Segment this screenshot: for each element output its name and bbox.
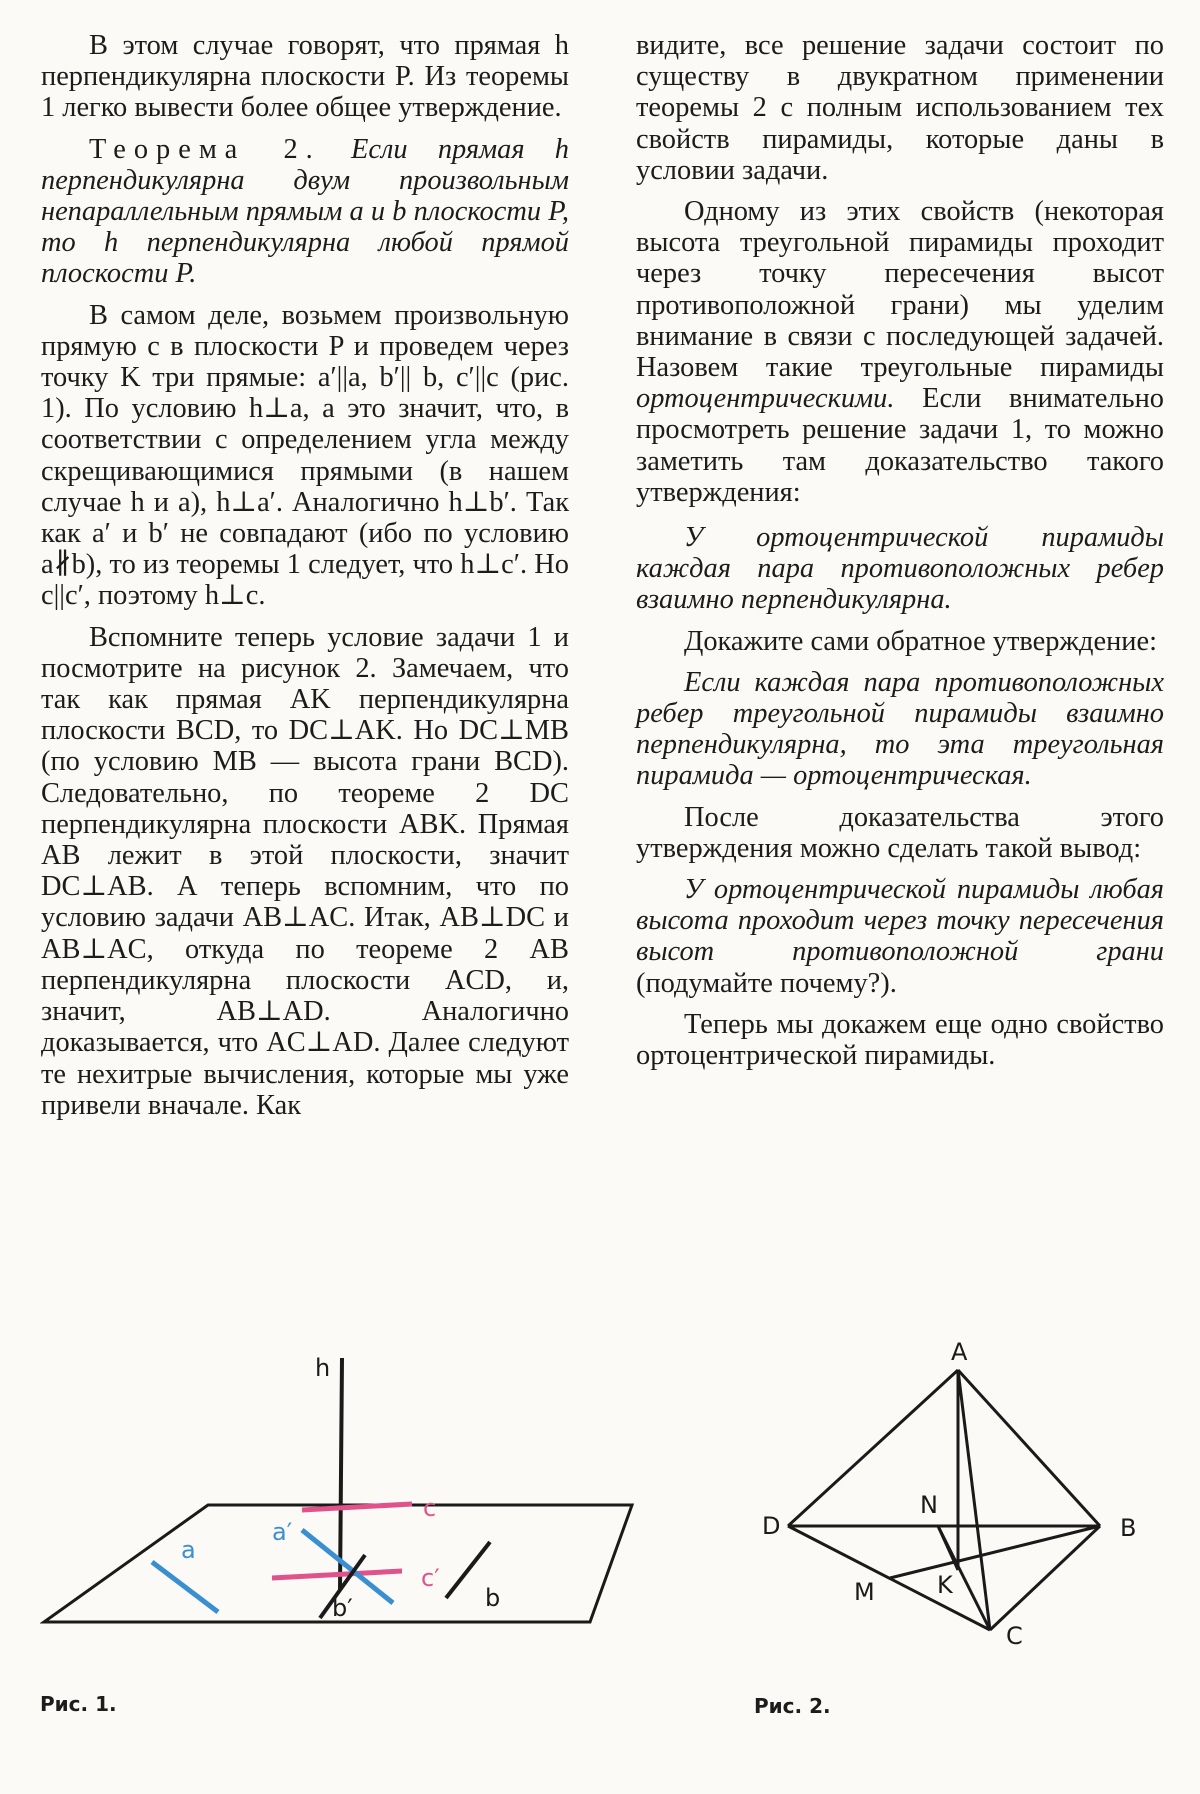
line-a bbox=[152, 1562, 218, 1612]
right-paragraph-3: Докажите сами обратное утверждение: bbox=[684, 625, 1157, 657]
edge-ac bbox=[958, 1370, 990, 1630]
label-a-prime: a′ bbox=[272, 1518, 293, 1546]
label-b: b bbox=[485, 1584, 501, 1612]
label-c-prime: c′ bbox=[421, 1564, 440, 1592]
label-B: B bbox=[1120, 1514, 1137, 1542]
left-paragraph-1: В этом случае говорят, что прямая h перпендикулярна плоскости P. Из теоремы 1 легко вывести более общее утверждение. bbox=[41, 30, 569, 124]
term-orthocentric: ортоцентрическими. bbox=[636, 383, 895, 415]
label-c: c bbox=[423, 1494, 437, 1522]
label-b-prime: b′ bbox=[332, 1594, 353, 1622]
theorem-text: Если прямая h перпендикулярна двум произвольным непараллельным прямым a и b плоскости P, то h перпендикулярна любой прямой плоскости P. bbox=[41, 133, 569, 290]
label-A: A bbox=[951, 1338, 968, 1366]
label-M: M bbox=[854, 1578, 875, 1606]
label-h: h bbox=[315, 1354, 331, 1382]
right-paragraph-1: видите, все решение задачи состоит по существу в двукратном применении теоремы 2 с полным использованием тех свойств пирамиды, которые даны в условии задачи. bbox=[636, 30, 1164, 186]
edge-ab bbox=[958, 1370, 1100, 1526]
label-K: K bbox=[937, 1571, 953, 1599]
right-paragraph-5: Теперь мы докажем еще одно свойство ортоцентрической пирамиды. bbox=[636, 1008, 1164, 1072]
label-a: a bbox=[181, 1536, 196, 1564]
statement-3-tail: (подумайте почему?). bbox=[636, 967, 897, 999]
figure-1-caption: Рис. 1. bbox=[40, 1692, 117, 1716]
statement-1: У ортоцентрической пирамиды каждая пара противоположных ребер взаимно перпендикулярна. bbox=[636, 522, 1164, 616]
statement-3 bbox=[636, 874, 1164, 999]
label-D: D bbox=[762, 1512, 781, 1540]
line-c-prime bbox=[272, 1571, 402, 1578]
theorem-2 bbox=[41, 134, 569, 290]
right-paragraph-4: После доказательства этого утверждения можно сделать такой вывод: bbox=[636, 801, 1164, 864]
line-b bbox=[446, 1542, 490, 1598]
theorem-label: Теорема 2. bbox=[89, 133, 321, 165]
figure-2 bbox=[750, 1330, 1150, 1650]
right-column bbox=[636, 30, 1164, 1081]
line-a-prime bbox=[302, 1530, 393, 1603]
left-paragraph-2: В самом деле, возьмем произвольную прямую c в плоскости P и проведем через точку K три прямые: a′||a, b′|| b, c′||c (рис. 1). По условию h⊥a, а это значит, что, в соответствии с определением угла между скрещивающимися прямыми (в нашем случае h и a), h⊥a′. Аналогично h⊥b′. Так как a′ и b′ не совпадают (ибо по условию a∦b), то из теоремы 1 следует, что h⊥c′. Но c||c′, поэтому h⊥c. bbox=[41, 299, 569, 612]
left-paragraph-3: Вспомните теперь условие задачи 1 и посмотрите на рисунок 2. Замечаем, что так как прямая AK перпендикулярна плоскости BCD, то DC⊥AK. Но DC⊥MB (по условию MB — высота грани BCD). Следовательно, по теореме 2 DC перпендикулярна плоскости ABK. Прямая AB лежит в этой плоскости, значит DC⊥AB. А теперь вспомним, что по условию задачи AB⊥AC. Итак, AB⊥DC и AB⊥AC, откуда по теореме 2 AB перпендикулярна плоскости ACD, и, значит, AB⊥AD. Аналогично доказывается, что AC⊥AD. Далее следуют те нехитрые вычисления, которые мы уже привели вначале. Как bbox=[41, 621, 569, 1121]
right-paragraph-2-end: Если внимательно просмотреть решение задачи 1, то можно заметить там доказательство такого утверждения: bbox=[636, 383, 1164, 508]
figure-1 bbox=[40, 1340, 640, 1640]
line-h bbox=[340, 1358, 342, 1590]
line-mb bbox=[890, 1526, 1100, 1578]
left-column bbox=[41, 30, 569, 1131]
statement-3-text: У ортоцентрической пирамиды любая высота проходит через точку пересечения высот противоположной грани bbox=[636, 874, 1164, 968]
label-N: N bbox=[920, 1491, 938, 1519]
edge-dc bbox=[788, 1526, 990, 1630]
right-paragraph-2 bbox=[636, 196, 1164, 508]
label-C: C bbox=[1006, 1622, 1023, 1650]
figure-2-caption: Рис. 2. bbox=[754, 1694, 831, 1718]
edge-bc bbox=[990, 1526, 1100, 1630]
right-paragraph-2-start: Одному из этих свойств (некоторая высота треугольной пирамиды проходит через точку пересечения высот противоположной грани) мы уделим внимание в связи с последующей задачей. Назовем такие треугольные пирамиды bbox=[636, 196, 1164, 384]
statement-2: Если каждая пара противоположных ребер треугольной пирамиды взаимно перпендикулярна, то эта треугольная пирамида — ортоцентрическая. bbox=[636, 666, 1164, 792]
